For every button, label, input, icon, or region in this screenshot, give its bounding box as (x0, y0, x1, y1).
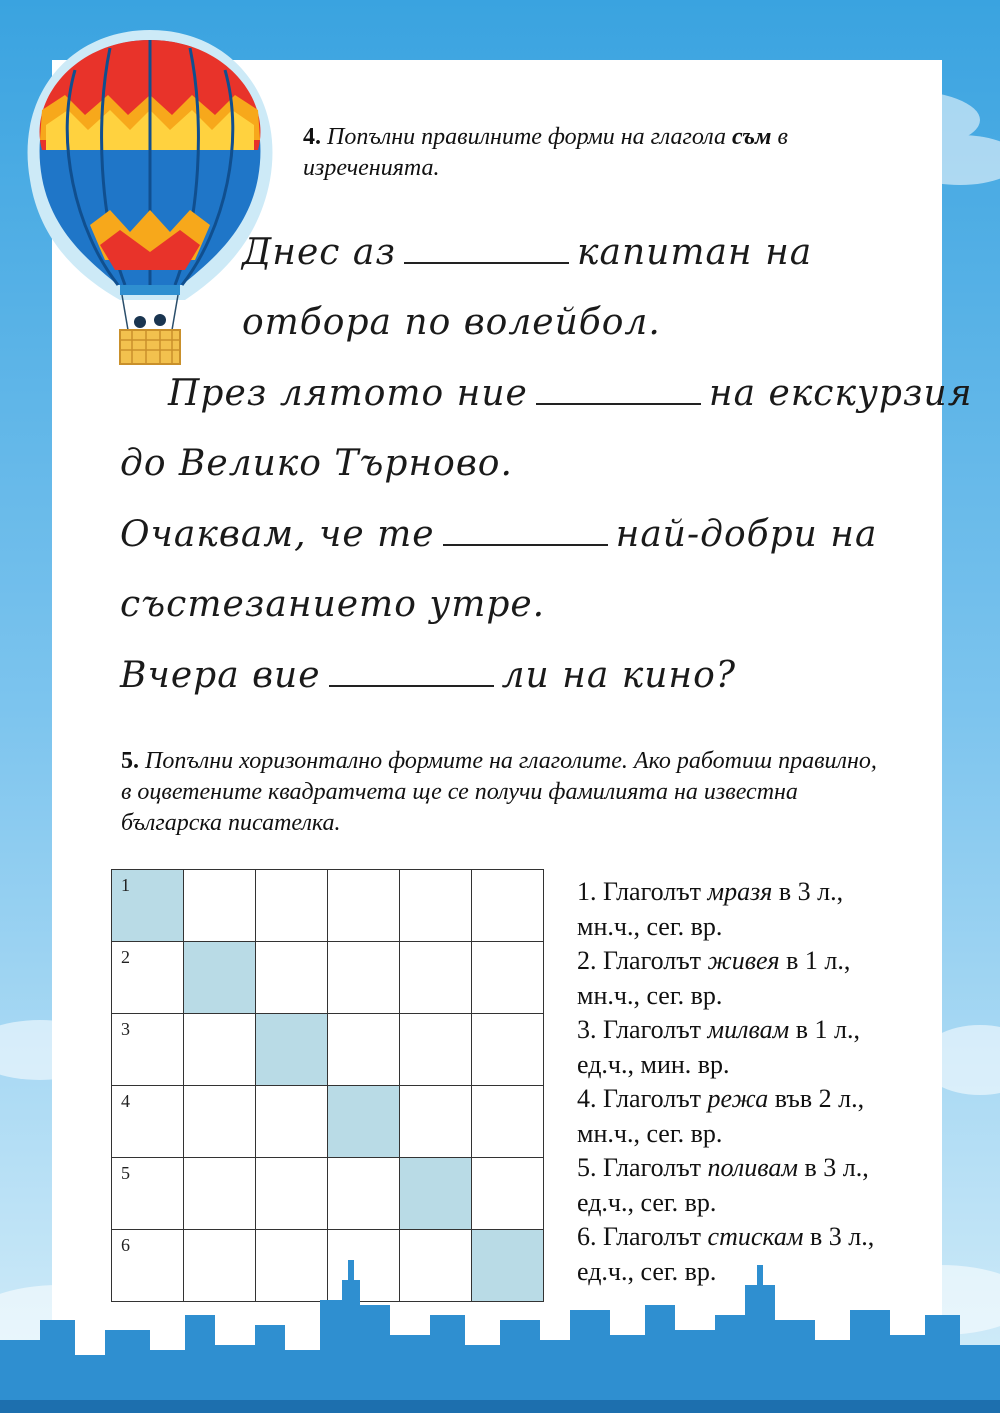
crossword-clues (577, 875, 957, 1289)
task-5-instruction (121, 746, 881, 839)
crossword-cell[interactable] (400, 1158, 472, 1230)
crossword-cell[interactable] (472, 870, 544, 942)
crossword-cell[interactable] (256, 1086, 328, 1158)
crossword-cell[interactable] (328, 1014, 400, 1086)
crossword-cell[interactable] (472, 942, 544, 1014)
crossword-row (112, 942, 544, 1014)
clue-prefix: Глаголът (603, 1222, 708, 1251)
crossword-row (112, 1158, 544, 1230)
crossword-cell[interactable] (184, 1158, 256, 1230)
clue-suffix: в 3 л., (803, 1222, 875, 1251)
task-4-instruction (303, 122, 903, 184)
clue-prefix: Глаголът (603, 877, 708, 906)
crossword-cell[interactable] (328, 942, 400, 1014)
crossword-row-number: 6 (121, 1235, 130, 1255)
sentence-2-after: на екскурзия (708, 373, 973, 414)
clue-grammar: ед.ч., мин. вр. (577, 1049, 730, 1079)
task-4-text-a: Попълни правилните форми на глагола (327, 124, 733, 150)
clue-prefix: Глаголът (603, 1153, 708, 1182)
sentence-1 (242, 232, 812, 273)
crossword-cell[interactable] (472, 1086, 544, 1158)
sentence-2-before: През лятото ние (168, 373, 528, 414)
sentence-4 (120, 655, 736, 696)
crossword-cell[interactable] (328, 1158, 400, 1230)
clue-grammar: мн.ч., сег. вр. (577, 1118, 723, 1148)
sentence-3-cont: състезанието утре. (120, 584, 546, 625)
clue-number: 4. (577, 1084, 597, 1113)
crossword-row (112, 1014, 544, 1086)
answer-blank-2[interactable] (536, 373, 701, 405)
task-4-verb: съм (732, 124, 772, 150)
crossword-cell[interactable] (184, 1086, 256, 1158)
crossword-cell[interactable] (472, 1158, 544, 1230)
crossword-cell[interactable] (400, 1014, 472, 1086)
clue-verb: поливам (707, 1153, 798, 1182)
sentence-1-after: капитан на (577, 232, 813, 273)
crossword-cell[interactable] (256, 870, 328, 942)
sentence-4-after: ли на кино? (501, 655, 737, 696)
clue-number: 3. (577, 1015, 597, 1044)
sentence-3 (120, 514, 877, 555)
crossword-row-number: 5 (121, 1163, 130, 1183)
clue-suffix: във 2 л., (768, 1084, 865, 1113)
clue-suffix: в 1 л., (789, 1015, 860, 1044)
crossword-cell[interactable] (112, 1086, 184, 1158)
clue-item (577, 1151, 957, 1220)
sentence-4-before: Вчера вие (120, 655, 321, 696)
crossword-cell[interactable] (328, 870, 400, 942)
clue-verb: милвам (707, 1015, 790, 1044)
crossword-cell[interactable] (328, 1086, 400, 1158)
clue-prefix: Глаголът (603, 1084, 708, 1113)
crossword-cell[interactable] (400, 942, 472, 1014)
clue-verb: мразя (707, 877, 773, 906)
clue-number: 2. (577, 946, 597, 975)
crossword-row-number: 2 (121, 947, 130, 967)
crossword-cell[interactable] (256, 1014, 328, 1086)
clue-prefix: Глаголът (603, 1015, 708, 1044)
task-4-number: 4. (303, 124, 321, 150)
clue-item (577, 944, 957, 1013)
crossword-row (112, 870, 544, 942)
crossword-cell[interactable] (400, 1086, 472, 1158)
sentence-2-cont: до Велико Търново. (120, 443, 513, 484)
sentence-3-after: най-добри на (615, 514, 878, 555)
crossword-cell[interactable] (112, 1014, 184, 1086)
clue-number: 6. (577, 1222, 597, 1251)
answer-blank-1[interactable] (404, 232, 569, 264)
clue-number: 1. (577, 877, 597, 906)
crossword-row-number: 4 (121, 1091, 130, 1111)
sentence-1-before: Днес аз (242, 232, 396, 273)
crossword-cell[interactable] (184, 942, 256, 1014)
clue-item (577, 1082, 957, 1151)
clue-grammar: ед.ч., сег. вр. (577, 1256, 717, 1286)
clue-verb: живея (707, 946, 780, 975)
clue-verb: режа (707, 1084, 769, 1113)
task-4-text-b: в изреченията. (303, 124, 788, 181)
sentence-3-before: Очаквам, че те (120, 514, 435, 555)
clue-suffix: в 1 л., (779, 946, 851, 975)
task-5-number: 5. (121, 748, 139, 774)
crossword-row-number: 3 (121, 1019, 130, 1039)
clue-prefix: Глаголът (603, 946, 708, 975)
clue-suffix: в 3 л., (772, 877, 844, 906)
clue-grammar: ед.ч., сег. вр. (577, 1187, 717, 1217)
crossword-cell[interactable] (112, 870, 184, 942)
clue-suffix: в 3 л., (797, 1153, 869, 1182)
answer-blank-4[interactable] (329, 655, 494, 687)
crossword-cell[interactable] (112, 942, 184, 1014)
clue-item (577, 875, 957, 944)
clue-grammar: мн.ч., сег. вр. (577, 911, 723, 941)
crossword-cell[interactable] (256, 942, 328, 1014)
sentence-2 (168, 373, 973, 414)
task-5-text: Попълни хоризонтално формите на глаголите. Ако работиш правилно, в оцветените квадратчета ще се получи фамилията на известна българска писателка. (121, 748, 877, 836)
clue-grammar: мн.ч., сег. вр. (577, 980, 723, 1010)
clue-verb: стискам (707, 1222, 804, 1251)
sentence-1-cont: отбора по волейбол. (242, 302, 661, 343)
crossword-cell[interactable] (472, 1014, 544, 1086)
crossword-row-number: 1 (121, 875, 130, 895)
crossword-row (112, 1086, 544, 1158)
crossword-cell[interactable] (184, 870, 256, 942)
city-skyline-illustration (0, 1260, 1000, 1413)
crossword-cell[interactable] (184, 1014, 256, 1086)
crossword-cell[interactable] (400, 870, 472, 942)
clue-number: 5. (577, 1153, 597, 1182)
crossword-cell[interactable] (256, 1158, 328, 1230)
answer-blank-3[interactable] (443, 514, 608, 546)
crossword-grid (111, 869, 544, 1302)
crossword-cell[interactable] (112, 1158, 184, 1230)
clue-item (577, 1013, 957, 1082)
